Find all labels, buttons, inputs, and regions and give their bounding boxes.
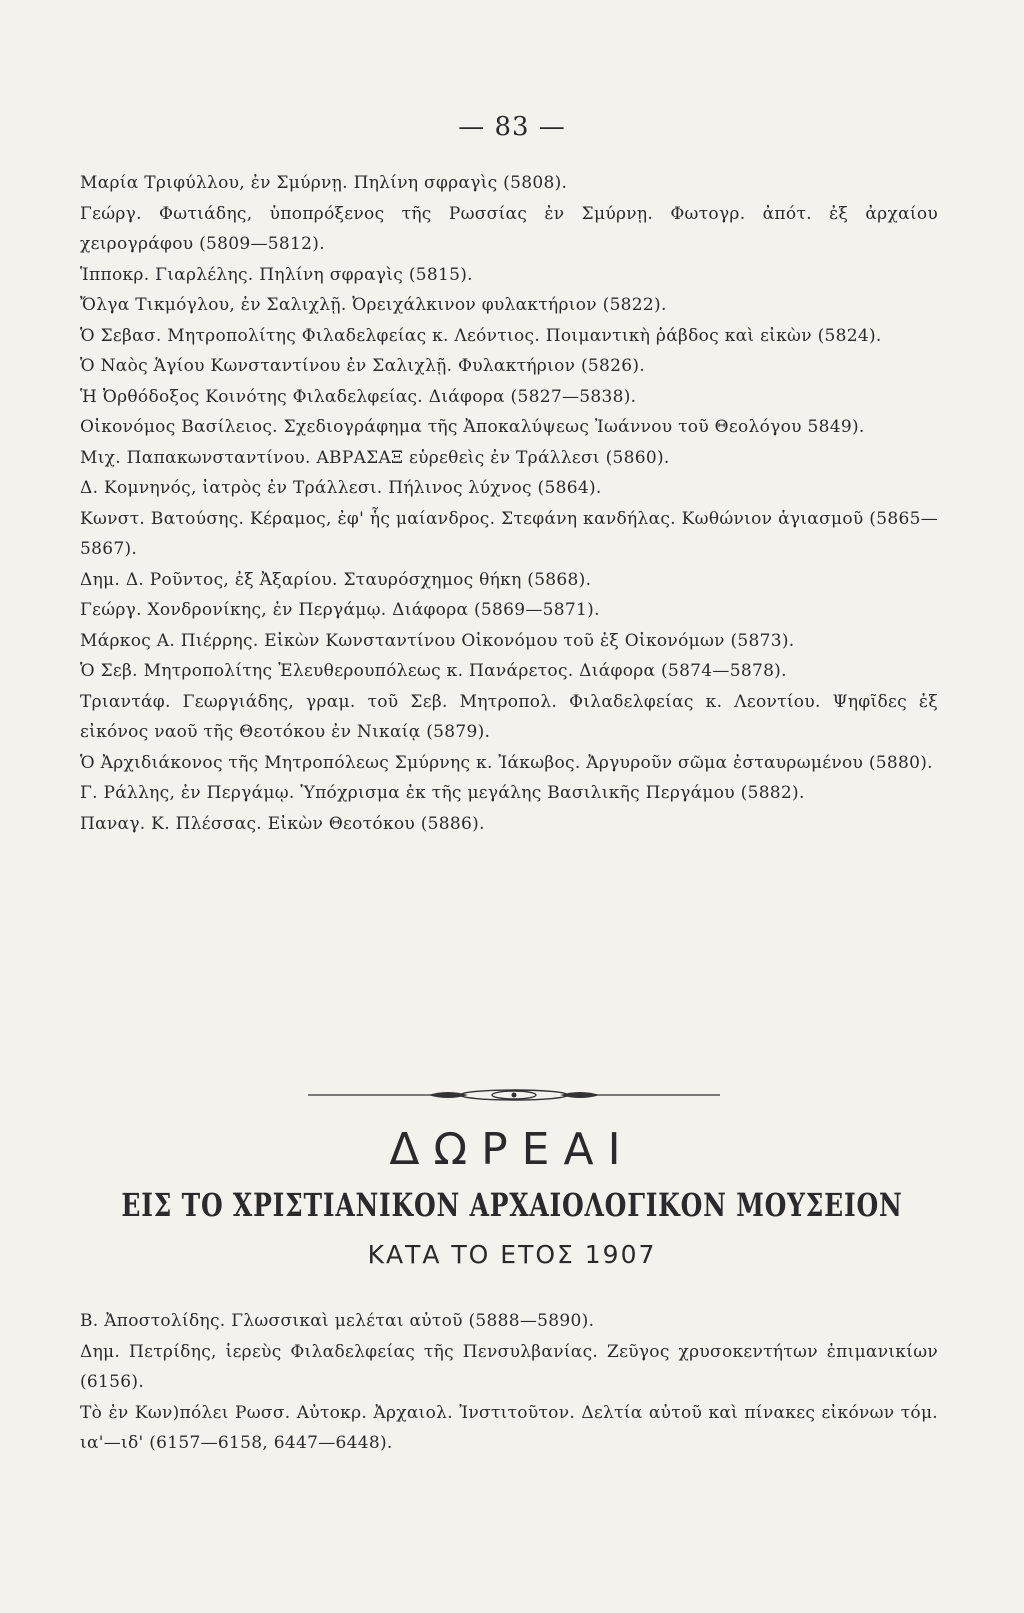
list-item: Ἡ Ὀρθόδοξος Κοινότης Φιλαδελφείας. Διάφορα (5827—5838). (80, 386, 637, 407)
list-item: Δ. Κομνηνός, ἰατρὸς ἐν Τράλλεσι. Πήλινος λύχνος (5864). (80, 478, 602, 498)
list-item: Δημ. Πετρίδης, ἱερεὺς Φιλαδελφείας τῆς Πενσυλβανίας. Ζεῦγος χρυσοκεντήτων ἐπιμανικίων (6156). (80, 1341, 938, 1392)
list-item: Τὸ ἐν Κων)πόλει Ρωσσ. Αὐτοκρ. Ἀρχαιολ. Ἰνστιτοῦτον. Δελτία αὐτοῦ καὶ πίνακες εἰκόνων τόμ. ια'—ιδ' (6157—6158, 6447—6448). (80, 1402, 938, 1453)
list-item: Β. Ἀποστολίδης. Γλωσσικαὶ μελέται αὐτοῦ (5888—5890). (80, 1311, 595, 1331)
list-item: Μιχ. Παπακωνσταντίνου. ΑΒΡΑΣΑΞ εὑρεθεὶς ἐν Τράλλεσι (5860). (80, 447, 670, 468)
entries-list (80, 168, 938, 839)
list-item: Ὁ Σεβασ. Μητροπολίτης Φιλαδελφείας κ. Λεόντιος. Ποιμαντικὴ ῥάβδος καὶ εἰκὼν (5824). (80, 325, 882, 346)
list-item: Δημ. Δ. Ροῦντος, ἐξ Ἀξαρίου. Σταυρόσχημος θήκη (5868). (80, 569, 592, 590)
list-item: Κωνστ. Βατούσης. Κέραμος, ἐφ' ἧς μαίανδρος. Στεφάνη κανδήλας. Κωθώνιον ἁγιασμοῦ (5865—5867). (80, 508, 938, 559)
page-number: — 83 — (458, 112, 566, 142)
list-item: Ὁ Ναὸς Ἁγίου Κωνσταντίνου ἐν Σαλιχλῇ. Φυλακτήριον (5826). (80, 356, 645, 376)
list-item: Τριαντάφ. Γεωργιάδης, γραμ. τοῦ Σεβ. Μητροπολ. Φιλαδελφείας κ. Λεοντίου. Ψηφῖδες ἐξ εἰκόνος ναοῦ τῆς Θεοτόκου ἐν Νικαίᾳ (5879). (80, 691, 938, 742)
list-item: Μάρκος Α. Πιέρρης. Εἰκὼν Κωνσταντίνου Οἰκονόμου τοῦ ἐξ Οἰκονόμων (5873). (80, 630, 795, 651)
list-item: Γεώργ. Φωτιάδης, ὑποπρόξενος τῆς Ρωσσίας ἐν Σμύρνῃ. Φωτογρ. ἀπότ. ἐξ ἀρχαίου χειρογράφου (5809—5812). (80, 203, 938, 254)
section-heading: ΔΩΡΕΑΙ (389, 1124, 635, 1175)
section-year-line: ΚΑΤΑ ΤΟ ΕΤΟΣ 1907 (367, 1240, 657, 1269)
section-subheading: ΕΙΣ ΤΟ ΧΡΙΣΤΙΑΝΙΚΟΝ ΑΡΧΑΙΟΛΟΓΙΚΟΝ ΜΟΥΣΕΙΟΝ (121, 1186, 903, 1224)
list-item: Οἰκονόμος Βασίλειος. Σχεδιογράφημα τῆς Ἀποκαλύψεως Ἰωάννου τοῦ Θεολόγου 5849). (80, 417, 865, 437)
list-item: Γεώργ. Χονδρονίκης, ἐν Περγάμῳ. Διάφορα (5869—5871). (80, 600, 600, 620)
list-item: Παναγ. Κ. Πλέσσας. Εἰκὼν Θεοτόκου (5886). (80, 813, 485, 834)
list-item: Ὄλγα Τικμόγλου, ἐν Σαλιχλῇ. Ὀρειχάλκινον φυλακτήριον (5822). (80, 295, 667, 315)
list-item: Ὁ Ἀρχιδιάκονος τῆς Μητροπόλεως Σμύρνης κ. Ἰάκωβος. Ἀργυροῦν σῶμα ἐσταυρωμένου (5880). (80, 752, 933, 773)
ornament-divider (308, 1086, 720, 1104)
list-item: Ἱπποκρ. Γιαρλέλης. Πηλίνη σφραγὶς (5815). (80, 264, 473, 285)
list-item: Γ. Ράλλης, ἐν Περγάμῳ. Ὑπόχρισμα ἐκ τῆς μεγάλης Βασιλικῆς Περγάμου (5882). (80, 783, 805, 803)
list-item: Ὁ Σεβ. Μητροπολίτης Ἐλευθερουπόλεως κ. Πανάρετος. Διάφορα (5874—5878). (80, 661, 787, 681)
donations-list (80, 1306, 938, 1459)
list-item: Μαρία Τριφύλλου, ἐν Σμύρνῃ. Πηλίνη σφραγὶς (5808). (80, 173, 568, 193)
